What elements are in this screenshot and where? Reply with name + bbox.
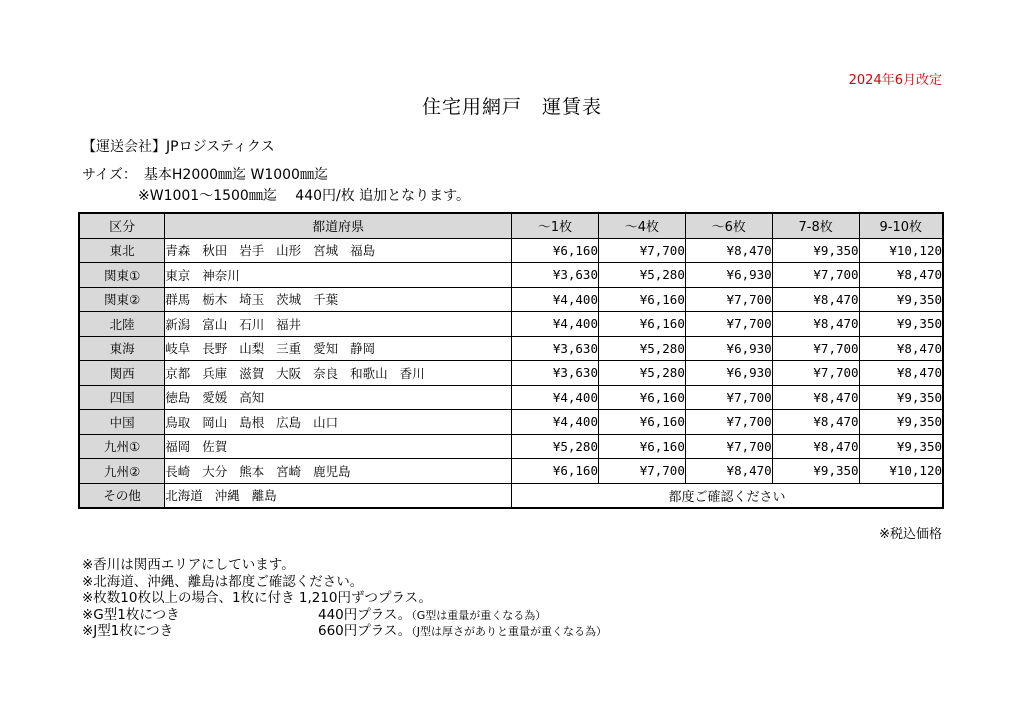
note-g-type-label: ※G型1枚につき <box>82 606 180 623</box>
region-cell: 北陸 <box>79 312 165 337</box>
note-g-type-value: 440円プラス。（G型は重量が重くなる為） <box>318 606 547 623</box>
region-cell: 九州① <box>79 434 165 459</box>
price-cell: ¥5,280 <box>598 336 685 361</box>
prefectures-cell: 岐阜 長野 山梨 三重 愛知 静岡 <box>165 336 512 361</box>
header-qty-7-8: 7-8枚 <box>772 213 859 238</box>
price-cell: ¥7,700 <box>772 336 859 361</box>
price-cell: ¥8,470 <box>772 434 859 459</box>
shipping-rate-table <box>78 212 944 509</box>
prefectures-cell: 福岡 佐賀 <box>165 434 512 459</box>
notes-block <box>82 557 608 640</box>
note-j-type-reason: （J型は厚さがありと重量が重くなる為） <box>411 625 608 638</box>
price-cell: ¥4,400 <box>512 287 599 312</box>
table-row-other <box>79 483 943 508</box>
size-extra-text: ※W1001～1500㎜迄 440円/枚 追加となります。 <box>138 188 471 204</box>
header-region: 区分 <box>79 213 165 238</box>
price-cell: ¥6,930 <box>685 263 772 288</box>
prefectures-cell: 青森 秋田 岩手 山形 宮城 福島 <box>165 238 512 263</box>
prefectures-cell: 北海道 沖縄 離島 <box>165 483 512 508</box>
prefectures-cell: 東京 神奈川 <box>165 263 512 288</box>
header-qty-1: ～1枚 <box>512 213 599 238</box>
price-cell: ¥9,350 <box>859 312 943 337</box>
price-cell: ¥8,470 <box>772 312 859 337</box>
price-cell: ¥8,470 <box>685 459 772 484</box>
price-cell: ¥6,160 <box>598 312 685 337</box>
price-cell: ¥6,160 <box>598 287 685 312</box>
price-cell: ¥3,630 <box>512 336 599 361</box>
prefectures-cell: 新潟 富山 石川 福井 <box>165 312 512 337</box>
prefectures-cell: 群馬 栃木 埼玉 茨城 千葉 <box>165 287 512 312</box>
price-cell: ¥5,280 <box>512 434 599 459</box>
price-cell: ¥5,280 <box>598 361 685 386</box>
price-cell: ¥6,930 <box>685 336 772 361</box>
region-cell: その他 <box>79 483 165 508</box>
price-cell: ¥8,470 <box>772 385 859 410</box>
price-cell: ¥6,930 <box>685 361 772 386</box>
price-cell: ¥8,470 <box>772 287 859 312</box>
price-cell: ¥9,350 <box>859 385 943 410</box>
header-qty-6: ～6枚 <box>685 213 772 238</box>
price-cell: ¥4,400 <box>512 410 599 435</box>
price-cell: ¥4,400 <box>512 385 599 410</box>
table-row <box>79 263 943 288</box>
note-g-type-reason: （G型は重量が重くなる為） <box>411 608 547 622</box>
prefectures-cell: 京都 兵庫 滋賀 大阪 奈良 和歌山 香川 <box>165 361 512 386</box>
prefectures-cell: 徳島 愛媛 高知 <box>165 385 512 410</box>
note-j-type <box>82 623 608 640</box>
price-cell: ¥7,700 <box>598 238 685 263</box>
price-cell: ¥7,700 <box>685 410 772 435</box>
price-cell: ¥7,700 <box>685 312 772 337</box>
price-cell: ¥8,470 <box>685 238 772 263</box>
price-cell: ¥8,470 <box>859 336 943 361</box>
revision-date: 2024年6月改定 <box>848 73 942 88</box>
region-cell: 東海 <box>79 336 165 361</box>
size-base-text: サイズ： 基本H2000㎜迄 W1000㎜迄 <box>82 167 328 183</box>
region-cell: 中国 <box>79 410 165 435</box>
table-header-row <box>79 213 943 238</box>
price-cell: ¥9,350 <box>859 287 943 312</box>
table-row <box>79 434 943 459</box>
price-cell: ¥7,700 <box>685 434 772 459</box>
price-cell: ¥4,400 <box>512 312 599 337</box>
table-row <box>79 287 943 312</box>
carrier-name: 【運送会社】JPロジスティクス <box>82 139 275 155</box>
prefectures-cell: 鳥取 岡山 島根 広島 山口 <box>165 410 512 435</box>
region-cell: 関東① <box>79 263 165 288</box>
note-kagawa: ※香川は関西エリアにしています。 <box>82 557 295 573</box>
note-g-type <box>82 606 547 624</box>
note-remote-areas: ※北海道、沖縄、離島は都度ご確認ください。 <box>82 573 364 590</box>
price-cell: ¥9,350 <box>772 459 859 484</box>
price-cell: ¥8,470 <box>772 410 859 435</box>
header-qty-9-10: 9-10枚 <box>859 213 943 238</box>
prefectures-cell: 長崎 大分 熊本 宮崎 鹿児島 <box>165 459 512 484</box>
price-cell: ¥6,160 <box>512 238 599 263</box>
price-cell: ¥9,350 <box>859 410 943 435</box>
region-cell: 関東② <box>79 287 165 312</box>
price-cell: ¥7,700 <box>685 287 772 312</box>
note-j-type-label: ※J型1枚につき <box>82 623 174 639</box>
price-cell: ¥7,700 <box>598 459 685 484</box>
table-row <box>79 312 943 337</box>
price-cell: ¥8,470 <box>859 263 943 288</box>
price-cell: ¥8,470 <box>859 361 943 386</box>
price-cell: ¥7,700 <box>685 385 772 410</box>
confirm-message-cell: 都度ご確認ください <box>512 483 943 508</box>
region-cell: 九州② <box>79 459 165 484</box>
price-cell: ¥6,160 <box>598 385 685 410</box>
table-row <box>79 385 943 410</box>
page-title: 住宅用網戸 運賃表 <box>421 96 602 118</box>
price-cell: ¥3,630 <box>512 263 599 288</box>
region-cell: 四国 <box>79 385 165 410</box>
price-cell: ¥9,350 <box>772 238 859 263</box>
region-cell: 関西 <box>79 361 165 386</box>
price-cell: ¥6,160 <box>512 459 599 484</box>
price-cell: ¥10,120 <box>859 459 943 484</box>
table-row <box>79 361 943 386</box>
price-cell: ¥6,160 <box>598 410 685 435</box>
table-row <box>79 336 943 361</box>
price-cell: ¥7,700 <box>772 263 859 288</box>
region-cell: 東北 <box>79 238 165 263</box>
price-cell: ¥10,120 <box>859 238 943 263</box>
table-row <box>79 410 943 435</box>
price-cell: ¥7,700 <box>772 361 859 386</box>
price-cell: ¥9,350 <box>859 434 943 459</box>
table-row <box>79 238 943 263</box>
price-cell: ¥5,280 <box>598 263 685 288</box>
note-over-10: ※枚数10枚以上の場合、1枚に付き 1,210円ずつプラス。 <box>82 590 433 606</box>
header-prefectures: 都道府県 <box>165 213 512 238</box>
tax-included-note: ※税込価格 <box>879 527 942 542</box>
price-cell: ¥6,160 <box>598 434 685 459</box>
note-j-type-value: 660円プラス。（J型は厚さがありと重量が重くなる為） <box>318 623 608 639</box>
table-row <box>79 459 943 484</box>
header-qty-4: ～4枚 <box>598 213 685 238</box>
price-cell: ¥3,630 <box>512 361 599 386</box>
